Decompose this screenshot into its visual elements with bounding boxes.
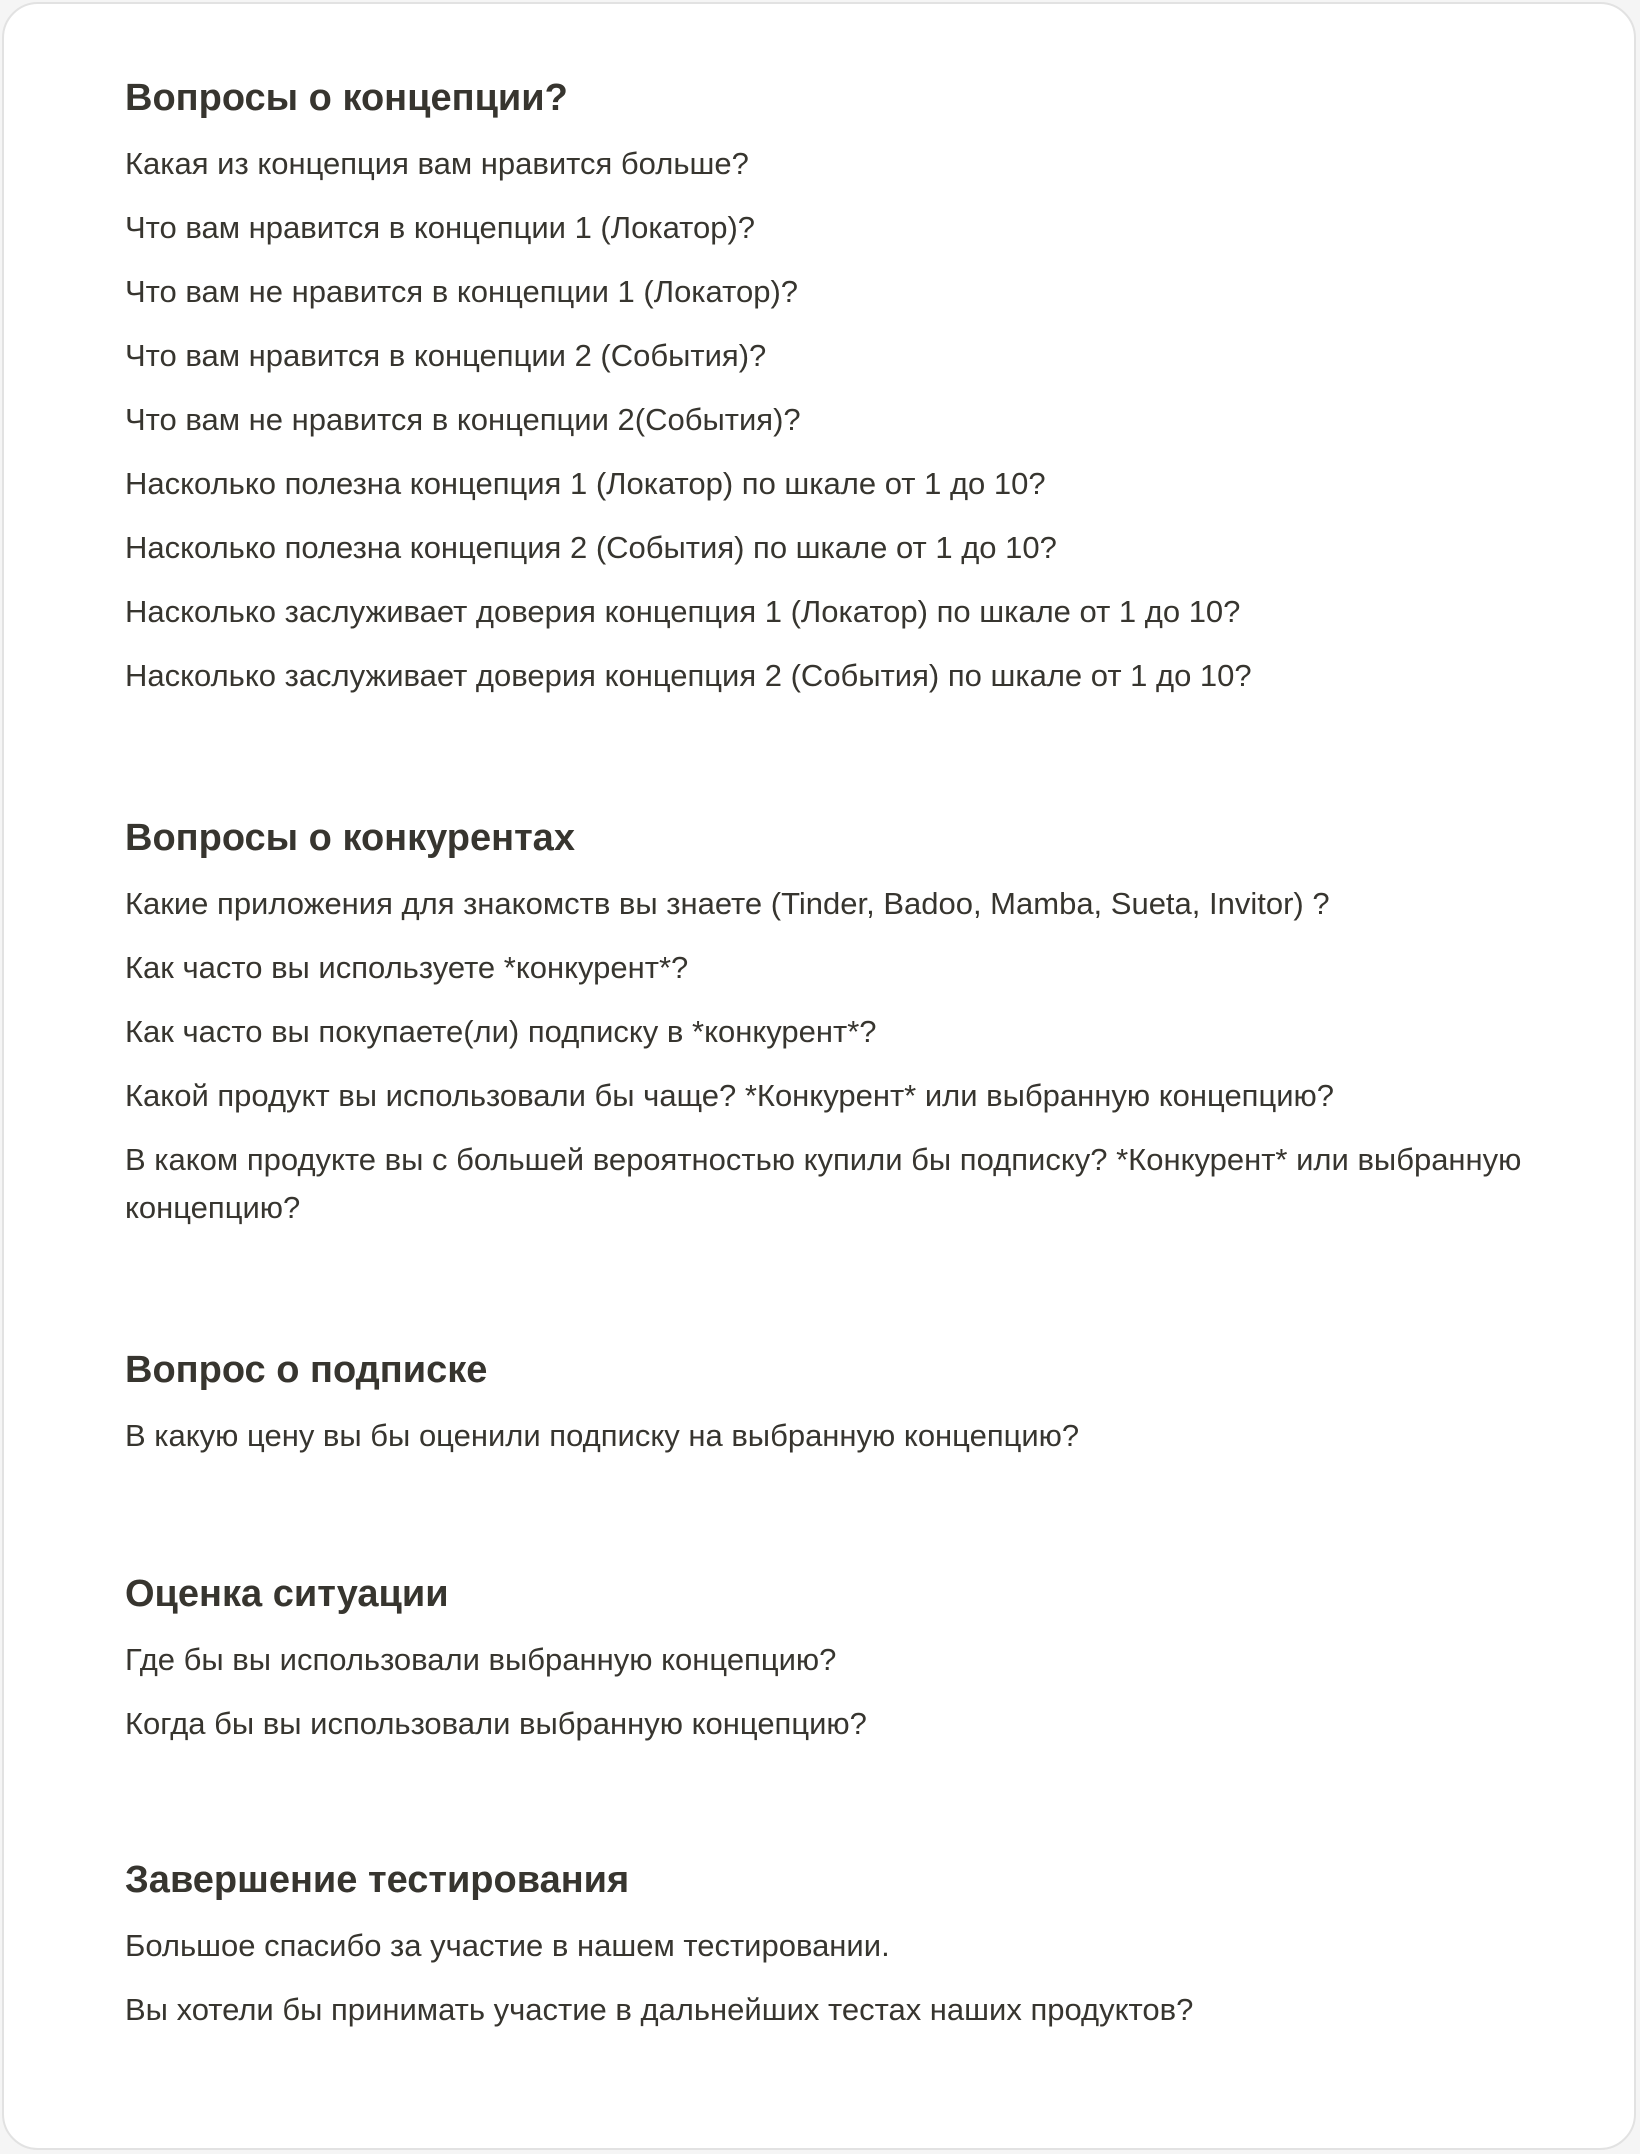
section-concept-questions [125,56,1525,700]
section-heading: Вопросы о конкурентах [125,817,575,859]
question-item: Насколько заслуживает доверия концепция 2 (События) по шкале от 1 до 10? [125,658,1252,693]
section-heading: Вопрос о подписке [125,1349,488,1391]
question-item: Вы хотели бы принимать участие в дальнейших тестах наших продуктов? [125,1992,1194,2027]
question-item: Как часто вы используете *конкурент*? [125,950,689,985]
question-item: Где бы вы использовали выбранную концепцию? [125,1642,837,1677]
document-content [125,56,1525,2034]
section-situation-assessment [125,1552,1525,1748]
question-item: Что вам не нравится в концепции 2(События)? [125,402,801,437]
question-item: Что вам нравится в концепции 2 (События)? [125,338,767,373]
section-heading: Вопросы о концепции? [125,77,568,119]
question-item: Насколько полезна концепция 1 (Локатор) по шкале от 1 до 10? [125,466,1046,501]
question-item: Насколько полезна концепция 2 (События) по шкале от 1 до 10? [125,530,1057,565]
section-competitor-questions [125,796,1525,1232]
question-item: Насколько заслуживает доверия концепция 1 (Локатор) по шкале от 1 до 10? [125,594,1241,629]
question-item: Как часто вы покупаете(ли) подписку в *конкурент*? [125,1014,877,1049]
document-card [2,2,1636,2150]
question-item: Какие приложения для знакомств вы знаете (Tinder, Badoo, Mamba, Sueta, Invitor) ? [125,886,1330,921]
question-item: В каком продукте вы с большей вероятностью купили бы подписку? *Конкурент* или выбранную концепцию? [125,1142,1522,1225]
question-item: Большое спасибо за участие в нашем тестировании. [125,1928,890,1963]
question-item: В какую цену вы бы оценили подписку на выбранную концепцию? [125,1418,1080,1453]
question-item: Какой продукт вы использовали бы чаще? *Конкурент* или выбранную концепцию? [125,1078,1335,1113]
section-testing-completion [125,1838,1525,2034]
question-item: Когда бы вы использовали выбранную концепцию? [125,1706,867,1741]
question-item: Что вам не нравится в концепции 1 (Локатор)? [125,274,799,309]
question-item: Какая из концепция вам нравится больше? [125,146,749,181]
question-item: Что вам нравится в концепции 1 (Локатор)? [125,210,756,245]
section-heading: Оценка ситуации [125,1573,449,1615]
section-heading: Завершение тестирования [125,1859,630,1901]
section-subscription-question [125,1328,1525,1460]
